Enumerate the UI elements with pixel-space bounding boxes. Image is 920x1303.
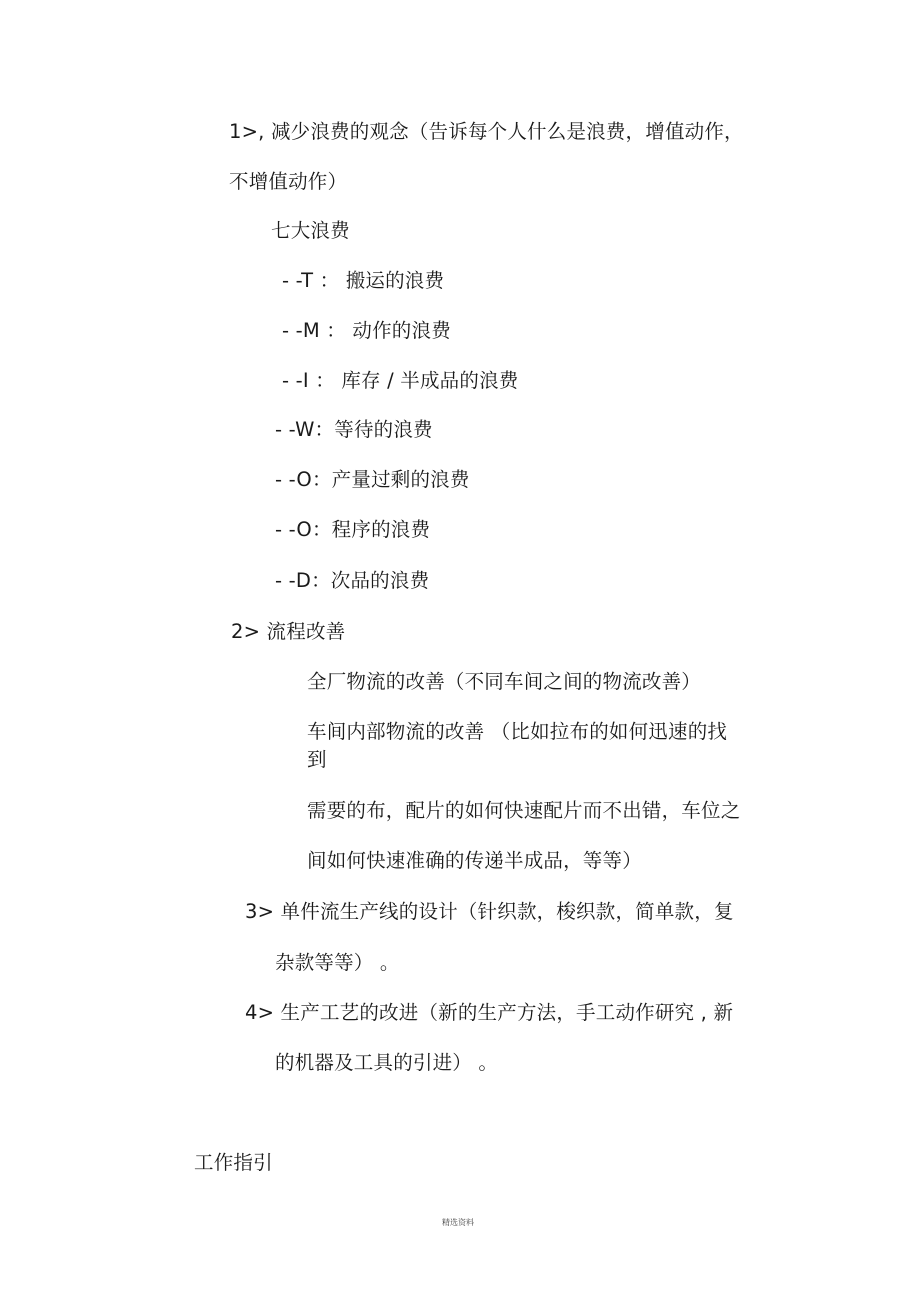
waste-item-m: - -M ： 动作的浪费 (282, 319, 451, 342)
waste-item-d: - -D：次品的浪费 (275, 569, 430, 592)
waste-item-i: - -I ： 库存 / 半成品的浪费 (282, 369, 519, 392)
text-line-plant-logistics: 全厂物流的改善（不同车间之间的物流改善） (307, 670, 702, 693)
text-line-workshop-logistics-cont: 到 (307, 748, 327, 771)
page-footer: 精选资料 (442, 1218, 474, 1227)
section-heading-process-improvement: 4> 生产工艺的改进（新的生产方法，手工动作研究 , 新 (245, 1001, 734, 1024)
section-heading-seven-wastes: 七大浪费 (271, 219, 350, 242)
text-line-transfer: 间如何快速准确的传递半成品，等等） (307, 849, 642, 872)
section-heading-single-piece-flow: 3> 单件流生产线的设计（针织款，梭织款，简单款，复 (245, 900, 734, 923)
text-line-single-piece-flow-cont: 杂款等等） 。 (275, 951, 400, 974)
text-line-1: 1>, 减少浪费的观念（告诉每个人什么是浪费，增值动作， (229, 120, 744, 143)
waste-item-t: - -T ： 搬运的浪费 (282, 269, 445, 292)
waste-item-o2: - -O：程序的浪费 (275, 518, 431, 541)
text-line-process-improvement-cont: 的机器及工具的引进） 。 (275, 1051, 499, 1074)
text-line-workshop-logistics: 车间内部物流的改善 （比如拉布的如何迅速的找 (307, 720, 728, 743)
section-heading-work-instructions: 工作指引 (194, 1151, 273, 1174)
waste-item-o1: - -O：产量过剩的浪费 (275, 468, 470, 491)
text-line-2: 不增值动作） (229, 170, 348, 193)
text-line-fabric: 需要的布，配片的如何快速配片而不出错，车位之 (307, 799, 741, 822)
section-heading-process: 2> 流程改善 (231, 620, 346, 643)
waste-item-w: - -W：等待的浪费 (275, 418, 433, 441)
